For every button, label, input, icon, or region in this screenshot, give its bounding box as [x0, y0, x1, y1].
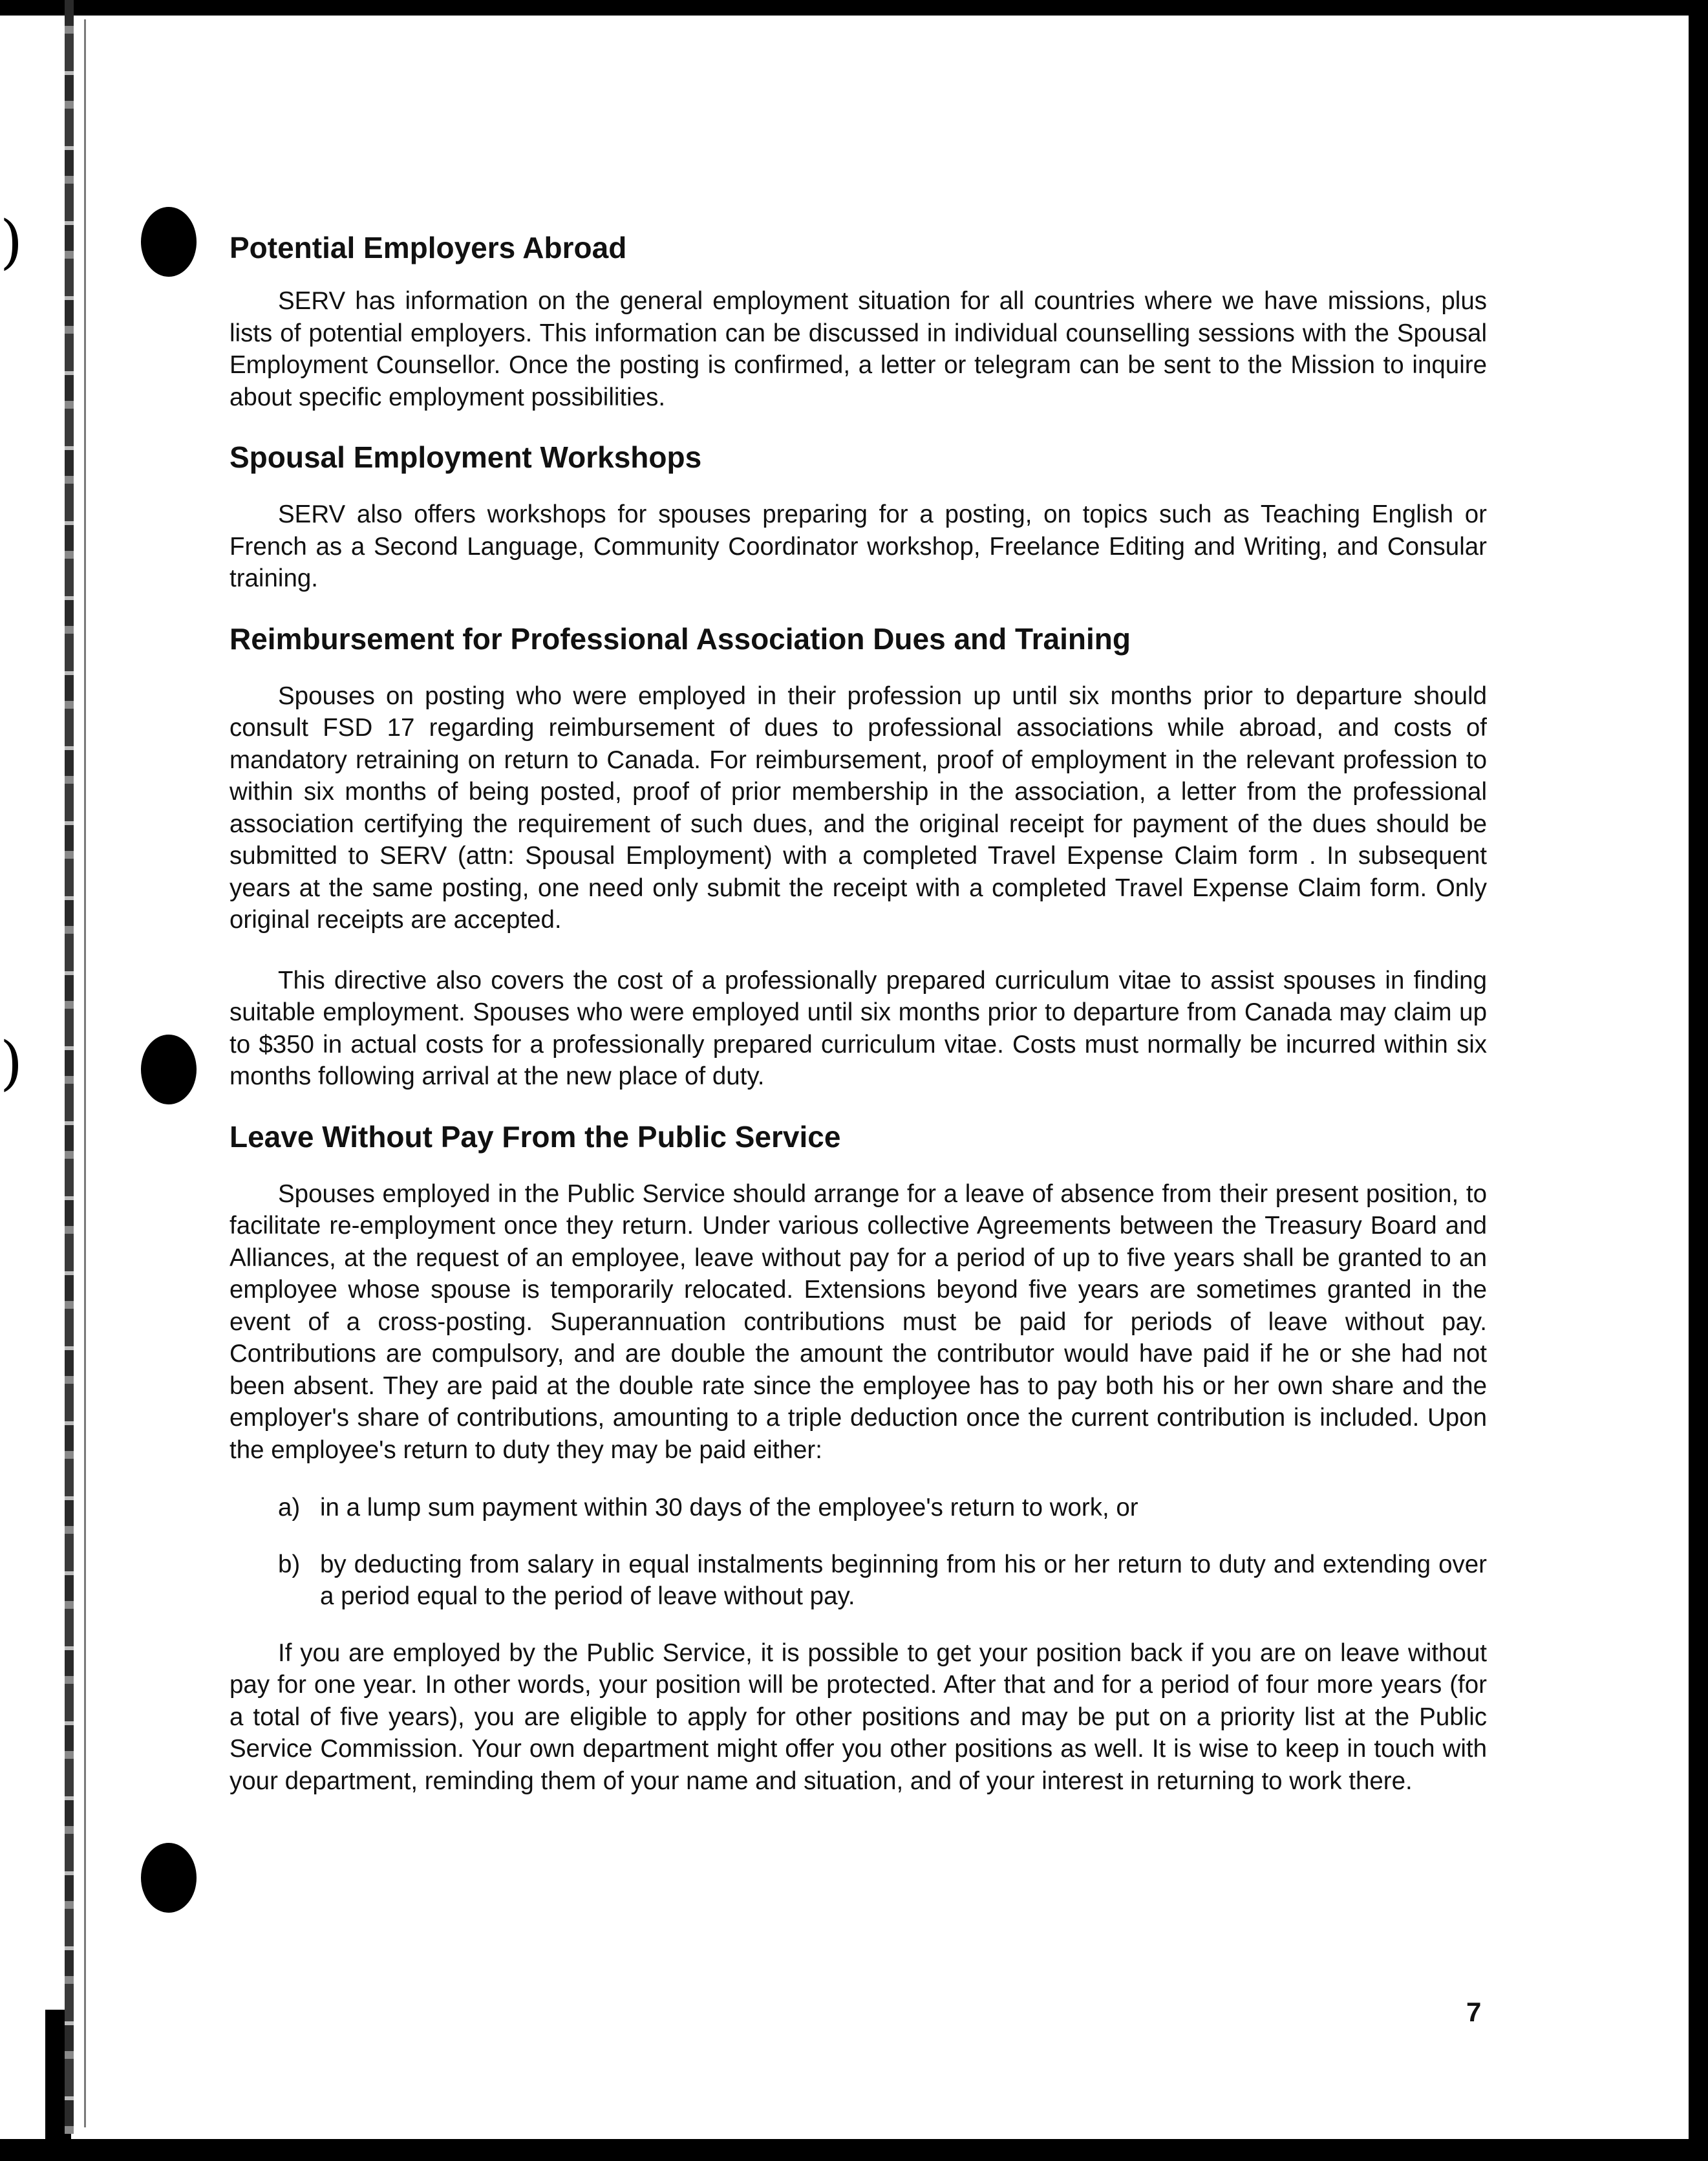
section-heading: Spousal Employment Workshops	[230, 440, 702, 474]
punch-hole-middle	[141, 1035, 197, 1104]
scan-edge-bottom	[0, 2139, 1708, 2161]
section-paragraph: Spouses employed in the Public Service should arrange for a leave of absence from their present position, to facilitate re-employment once they return. Under various collective Agreements between the Treasury Board and Alliances, at the request of an employee, leave without pay for a period of up to five years shall be granted to an employee whose spouse is temporarily relocated. Extensions beyond five years are sometimes granted in the event of a cross-posting. Superannuation contributions must be paid for periods of leave without pay. Contributions are compulsory, and are double the amount the contributor would have paid if he or she had not been absent. They are paid at the double rate since the employee has to pay both his or her own share and the employer's share of contributions, amounting to a triple deduction once the current contribution is included. Upon the employee's return to duty they may be paid either:	[230, 1179, 1487, 1464]
section-heading: Potential Employers Abroad	[230, 231, 627, 264]
section-potential-employers	[230, 230, 1487, 413]
section-paragraph: If you are employed by the Public Service, it is possible to get your position back if you are on leave without pay for one year. In other words, your position will be protected. After that and for a period of four more years (for a total of five years), you are eligible to apply for other positions and may be put on a priority list at the Public Service Commission. Your own department might offer you other positions as well. It is wise to keep in touch with your department, reminding them of your name and situation, and of your interest in returning to work there.	[230, 1639, 1487, 1795]
section-heading: Leave Without Pay From the Public Service	[230, 1119, 841, 1154]
section-paragraph: SERV has information on the general employment situation for all countries where we have missions, plus lists of potential employers. This information can be discussed in individual counselling sessions with the Spousal Employment Counsellor. Once the posting is confirmed, a letter or telegram can be sent to the Mission to inquire about specific employment possibilities.	[230, 287, 1487, 411]
section-heading: Reimbursement for Professional Association Dues and Training	[230, 621, 1131, 656]
section-paragraph: SERV also offers workshops for spouses preparing for a posting, on topics such as Teaching English or French as a Second Language, Community Coordinator workshop, Freelance Editing and Writing, and Consular training.	[230, 500, 1487, 592]
section-paragraph: Spouses on posting who were employed in their profession up until six months prior to departure should consult FSD 17 regarding reimbursement of dues to professional associations while abroad, and costs of mandatory retraining on return to Canada. For reimbursement, proof of employment in the relevant profession to within six months of being posted, proof of prior membership in the association, a letter from the professional association certifying the requirement of such dues, and the original receipt for payment of the dues should be submitted to SERV (attn: Spousal Employment) with a completed Travel Expense Claim form . In subsequent years at the same posting, one need only submit the receipt with a completed Travel Expense Claim form. Only original receipts are accepted.	[230, 682, 1487, 934]
list-marker: b)	[278, 1550, 301, 1578]
section-reimbursement	[230, 621, 1487, 1093]
punch-hole-top	[141, 207, 197, 277]
scan-mark-left-top: )	[0, 208, 23, 276]
binding-edge-line	[84, 19, 86, 2127]
binding-edge	[65, 0, 74, 2134]
scan-edge-top	[0, 0, 1708, 16]
document-body	[230, 230, 1487, 1797]
list-item	[278, 1492, 1487, 1524]
list-marker: a)	[278, 1494, 301, 1521]
page-number: 7	[1466, 1997, 1482, 2027]
list-item	[278, 1549, 1487, 1613]
payment-options-list	[230, 1492, 1487, 1613]
section-leave-without-pay	[230, 1119, 1487, 1798]
list-item-text: in a lump sum payment within 30 days of the employee's return to work, or	[320, 1494, 1138, 1521]
scan-edge-right	[1689, 0, 1708, 2161]
section-spousal-workshops	[230, 439, 1487, 595]
section-paragraph: This directive also covers the cost of a professionally prepared curriculum vitae to assist spouses in finding suitable employment. Spouses who were employed until six months prior to departure from Canada may claim up to $350 in actual costs for a professionally prepared curriculum vitae. Costs must normally be incurred within six months following arrival at the new place of duty.	[230, 966, 1487, 1090]
list-item-text: by deducting from salary in equal instalments beginning from his or her return to duty and extending over a period equal to the period of leave without pay.	[320, 1550, 1487, 1610]
scan-mark-left-middle: )	[0, 1029, 23, 1097]
punch-hole-bottom	[141, 1843, 197, 1913]
